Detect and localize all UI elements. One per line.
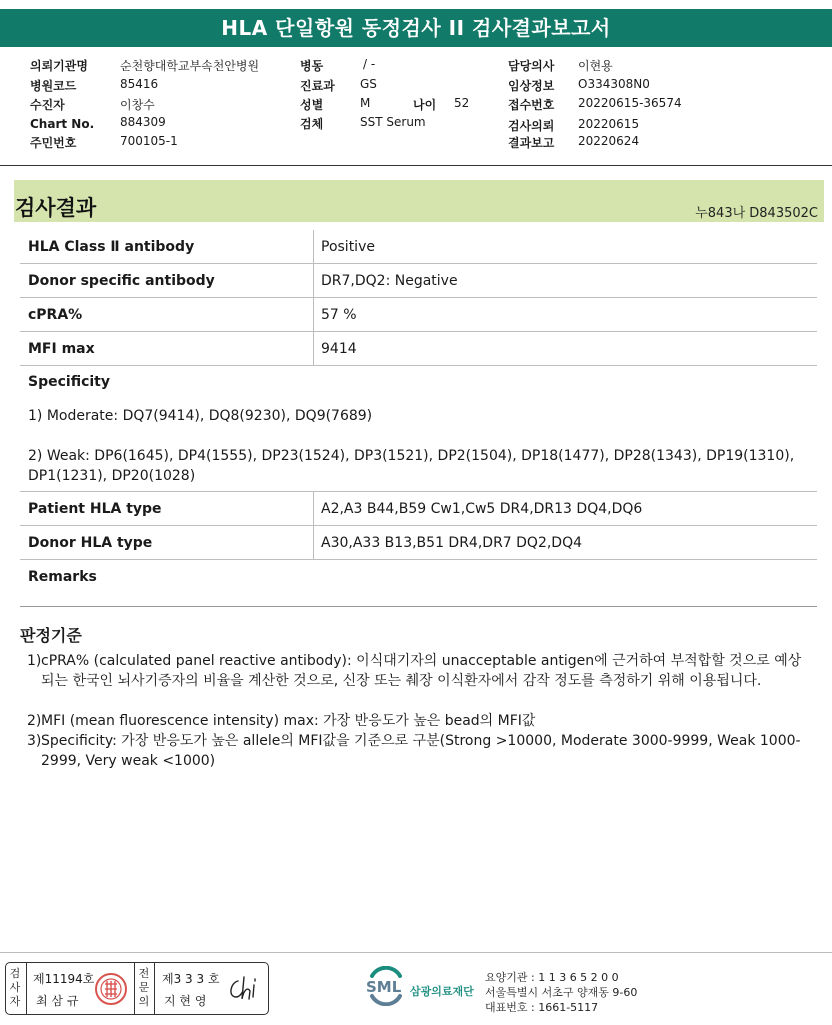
specialist-name: 지 현 영 xyxy=(164,994,207,1008)
table-row xyxy=(20,332,817,366)
criteria-title: 판정기준 xyxy=(20,626,82,645)
row-label: HLA Class Ⅱ antibody xyxy=(28,239,195,255)
row-value: DR7,DQ2: Negative xyxy=(321,273,458,289)
info-label: 접수번호 xyxy=(508,98,555,112)
info-label: 병동 xyxy=(300,59,324,73)
row-label: Donor HLA type xyxy=(28,535,153,551)
info-value: / - xyxy=(363,57,376,71)
criteria-item: 1) cPRA% (calculated panel reactive antibody): 이식대기자의 unacceptable antigen에 근거하여 부적합할 것으로 예상되는 한국인 뇌사기증자의 비율을 계산한 것으로, 신장 또는 췌장 이식환자에서 감작 정도를 측정하기 위해 이용됩니다. xyxy=(27,653,802,689)
info-value: 20220624 xyxy=(578,134,640,148)
info-value: 884309 xyxy=(120,115,166,129)
info-label: 수진자 xyxy=(30,98,65,112)
table-row xyxy=(20,264,817,298)
info-label: 결과보고 xyxy=(508,136,555,150)
info-value: SST Serum xyxy=(360,115,426,129)
specificity-moderate: 1) Moderate: DQ7(9414), DQ8(9230), DQ9(7689) xyxy=(28,408,373,424)
row-value: Positive xyxy=(321,239,375,255)
specificity-label: Specificity xyxy=(28,374,110,390)
row-value: A2,A3 B44,B59 Cw1,Cw5 DR4,DR13 DQ4,DQ6 xyxy=(321,501,643,517)
results-section-header xyxy=(14,180,824,222)
info-value: 20220615-36574 xyxy=(578,96,682,110)
signature-box: 검 사 자 제11194호 최 삼 규 전 문 의 제3 3 3 호 지 현 영 xyxy=(5,962,269,1015)
row-value: A30,A33 B13,B51 DR4,DR7 DQ2,DQ4 xyxy=(321,535,583,551)
info-label: 주민번호 xyxy=(30,136,77,150)
specialist-number: 제3 3 3 호 xyxy=(162,972,220,986)
info-value: O334308N0 xyxy=(578,77,650,91)
table-row xyxy=(20,298,817,332)
row-label: cPRA% xyxy=(28,307,83,323)
section-title: 검사결과 xyxy=(15,196,97,220)
info-value: 52 xyxy=(454,96,470,110)
patient-info xyxy=(0,52,832,162)
info-label: 병원코드 xyxy=(30,79,77,93)
info-label: 진료과 xyxy=(300,79,335,93)
info-value: M xyxy=(360,96,371,110)
row-label: Patient HLA type xyxy=(28,501,162,517)
table-row xyxy=(20,526,817,560)
row-value: 9414 xyxy=(321,341,357,357)
info-label: Chart No. xyxy=(30,117,95,131)
info-value: 700105-1 xyxy=(120,134,178,148)
row-label: Donor specific antibody xyxy=(28,273,215,289)
row-value: 57 % xyxy=(321,307,357,323)
criteria-item: 3) Specificity: 가장 반응도가 높은 allele의 MFI값을 기준으로 구분(Strong >10000, Moderate 3000-9999, Weak 1000-2999, Very weak <1000) xyxy=(27,733,801,769)
report-title: HLA 단일항원 동정검사 II 검사결과보고서 xyxy=(0,9,832,47)
info-label: 담당의사 xyxy=(508,59,555,73)
info-label: 검체 xyxy=(300,117,324,131)
info-value: 순천향대학교부속천안병원 xyxy=(120,59,260,73)
inspector-name: 최 삼 규 xyxy=(36,994,79,1008)
info-label: 성별 xyxy=(300,98,324,112)
info-divider xyxy=(0,165,832,166)
remarks-block xyxy=(20,560,817,607)
info-label: 의뢰기관명 xyxy=(30,59,88,73)
org-name: 삼광의료재단 xyxy=(410,985,474,998)
info-label: 나이 xyxy=(413,98,437,112)
info-value: 이창수 xyxy=(120,98,155,112)
signature-icon xyxy=(224,973,264,1005)
seal-icon xyxy=(94,972,128,1006)
table-row xyxy=(20,230,817,264)
sml-logo-text: SML xyxy=(366,978,402,996)
table-row xyxy=(20,492,817,526)
info-label: 임상정보 xyxy=(508,79,555,93)
section-code: 누843나 D843502C xyxy=(695,206,818,221)
org-address: 서울특별시 서초구 양재동 9-60 xyxy=(485,986,638,999)
org-phone: 대표번호 : 1661-5117 xyxy=(485,1001,599,1014)
info-value: 85416 xyxy=(120,77,159,91)
specificity-block xyxy=(20,366,817,492)
info-value: 이현용 xyxy=(578,59,613,73)
org-code: 요양기관 : 1 1 3 6 5 2 0 0 xyxy=(485,971,619,984)
info-value: GS xyxy=(360,77,377,91)
info-label: 검사의뢰 xyxy=(508,119,555,133)
remarks-label: Remarks xyxy=(28,569,97,585)
footer-divider xyxy=(0,952,832,953)
inspector-number: 제11194호 xyxy=(33,972,95,986)
row-label: MFI max xyxy=(28,341,95,357)
specificity-weak: 2) Weak: DP6(1645), DP4(1555), DP23(1524), DP3(1521), DP2(1504), DP18(1477), DP28(1343), DP19(1310), DP1(1231), DP20(1028) xyxy=(28,448,795,484)
criteria-item: 2) MFI (mean fluorescence intensity) max: 가장 반응도가 높은 bead의 MFI값 xyxy=(27,713,536,729)
info-value: 20220615 xyxy=(578,117,640,131)
